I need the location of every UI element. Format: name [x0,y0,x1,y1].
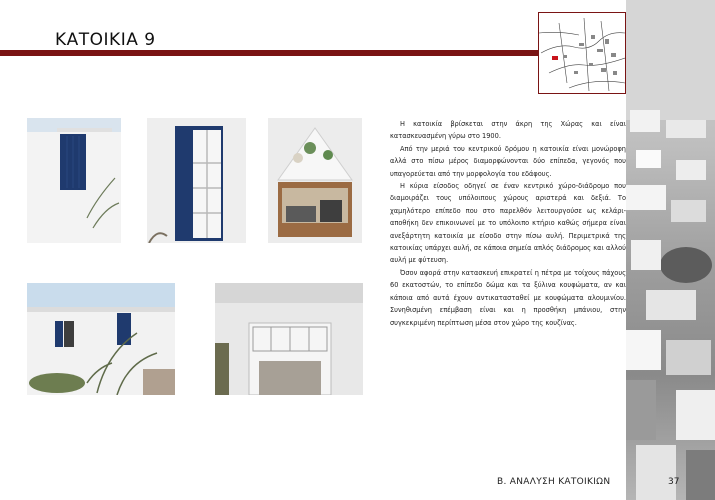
page-title: ΚΑΤΟΙΚΙΑ 9 [55,30,156,50]
description-text [390,118,626,329]
village-aerial-photo [626,0,715,500]
paragraph-4: Όσον αφορά στην κατασκευή επικρατεί η πέτρα με τοίχους πάχους 60 εκατοστών, το επίπεδο δώμα και τα ξύλινα κουφώματα, αν και κάποια από αυτά έχουν αντικατασταθεί με κουφώματα αλουμινίου. Συνηθισμένη επέμβαση είναι και η προσθήκη μπάνιου, στην συγκεκριμένη περίπτωση μέσα στον χώρο της κουζίνας. [390,268,626,327]
header-divider [0,50,630,56]
photo-interior-door [215,283,363,395]
photo-house-exterior [27,283,175,395]
photo-blue-shutter [27,118,121,243]
paragraph-2: Από την μεριά του κεντρικού δρόμου η κατοικία είναι μονώροφη αλλά στο πίσω μέρος διαμορφώνονται δύο επίπεδα, γεγονός που υπαγορεύεται από την μορφολογία του εδάφους. [390,144,626,178]
paragraph-1: Η κατοικία βρίσκεται στην άκρη της Χώρας και είναι κατασκευασμένη γύρω στο 1900. [390,120,626,141]
photo-kitchen [268,118,362,243]
photo-blue-window [147,118,246,243]
section-label: Β. ΑΝΑΛΥΣΗ ΚΑΤΟΙΚΙΩΝ [497,477,611,487]
page-number: 37 [668,477,680,487]
paragraph-3: Η κύρια είσοδος οδηγεί σε έναν κεντρικό χώρο-διάδρομο που διαμοιράζει τους υπόλοιπους χώρους αριστερά και δεξιά. Το χαμηλότερο επίπεδο που στο παρελθόν λειτουργούσε ως κελάρι-αποθήκη δεν επικοινωνεί με το υπόλοιπο κτήριο καθώς σήμερα είναι ανεξάρτητη κατοικία με είσοδο στην πίσω αυλή. Περιμετρικά της κατοικίας υπάρχει αυλή, σε κάποια σημεία απλός διάδρομος και αλλού αυλή με φύτευση. [390,182,626,265]
location-map [538,12,626,94]
